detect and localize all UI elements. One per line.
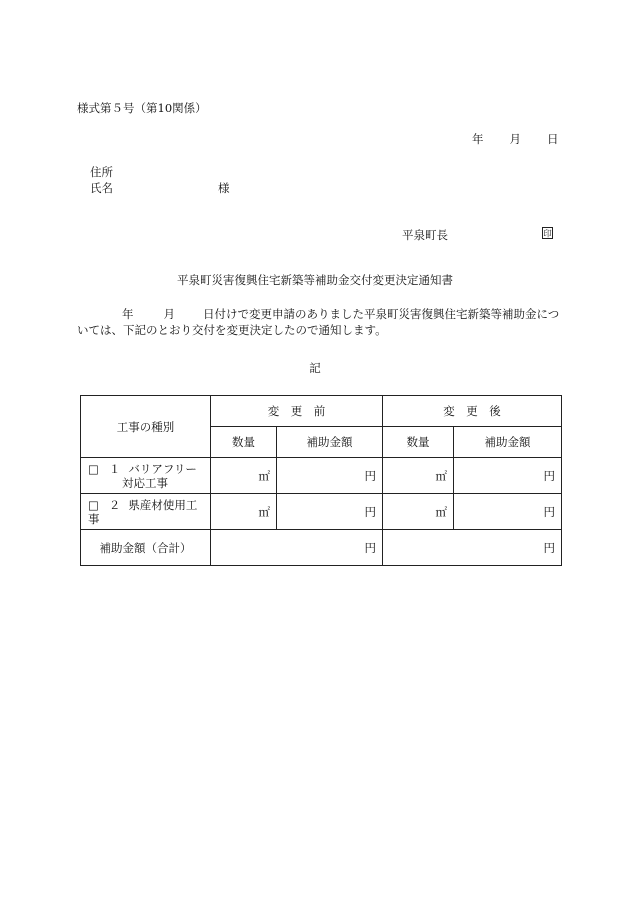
item-number: ２ bbox=[108, 497, 121, 512]
subsidy-table bbox=[80, 395, 562, 566]
body-line1-text: 日付けで変更申請のありました平泉町災害復興住宅新築等補助金につ bbox=[203, 307, 560, 321]
body-month: 月 bbox=[163, 307, 175, 321]
after-qty-header: 数量 bbox=[383, 427, 454, 458]
after-qty-cell[interactable]: ㎡ bbox=[383, 494, 454, 530]
after-header: 変 更 後 bbox=[383, 396, 562, 427]
body-line-2: いては、下記のとおり交付を変更決定したので通知します。 bbox=[77, 323, 387, 337]
before-amount-cell[interactable]: 円 bbox=[277, 494, 383, 530]
item-label-line1: バリアフリー bbox=[128, 461, 197, 476]
name-label: 氏名 bbox=[90, 181, 113, 195]
table-row bbox=[81, 458, 562, 494]
row-item-label bbox=[81, 494, 211, 530]
before-header: 変 更 前 bbox=[211, 396, 383, 427]
svg-text:印: 印 bbox=[543, 229, 552, 239]
table-row bbox=[81, 494, 562, 530]
item-label-line1: 県産材使用工事 bbox=[88, 497, 198, 526]
item-number: １ bbox=[108, 461, 121, 476]
address-label: 住所 bbox=[90, 165, 113, 179]
after-amount-cell[interactable]: 円 bbox=[454, 494, 562, 530]
before-amount-cell[interactable]: 円 bbox=[277, 458, 383, 494]
honorific: 様 bbox=[218, 181, 230, 195]
after-amount-cell[interactable]: 円 bbox=[454, 458, 562, 494]
ki-heading: 記 bbox=[309, 361, 321, 375]
before-qty-cell[interactable]: ㎡ bbox=[211, 494, 277, 530]
col-type-header: 工事の種別 bbox=[81, 396, 211, 458]
body-year: 年 bbox=[122, 307, 134, 321]
date-year: 年 bbox=[472, 132, 484, 146]
seal-icon bbox=[542, 227, 553, 239]
total-after-cell[interactable]: 円 bbox=[383, 530, 562, 566]
checkbox[interactable]: □ bbox=[88, 461, 99, 476]
total-label: 補助金額（合計） bbox=[81, 530, 211, 566]
issuer-title: 平泉町長 bbox=[402, 228, 448, 242]
total-before-cell[interactable]: 円 bbox=[211, 530, 383, 566]
date-month: 月 bbox=[509, 132, 521, 146]
before-qty-cell[interactable]: ㎡ bbox=[211, 458, 277, 494]
body-line-1 bbox=[77, 306, 559, 322]
checkbox[interactable]: □ bbox=[88, 497, 99, 512]
row-item-label bbox=[81, 458, 211, 494]
total-row bbox=[81, 530, 562, 566]
seal-mark bbox=[542, 227, 553, 242]
after-qty-cell[interactable]: ㎡ bbox=[383, 458, 454, 494]
table-header-row-1 bbox=[81, 396, 562, 427]
date-day: 日 bbox=[547, 132, 559, 146]
item-label-line2: 対応工事 bbox=[122, 475, 168, 490]
before-qty-header: 数量 bbox=[211, 427, 277, 458]
form-number: 様式第５号（第10関係） bbox=[77, 101, 207, 115]
after-amount-header: 補助金額 bbox=[454, 427, 562, 458]
before-amount-header: 補助金額 bbox=[277, 427, 383, 458]
date-line bbox=[472, 131, 559, 147]
document-title: 平泉町災害復興住宅新築等補助金交付変更決定通知書 bbox=[177, 273, 453, 287]
